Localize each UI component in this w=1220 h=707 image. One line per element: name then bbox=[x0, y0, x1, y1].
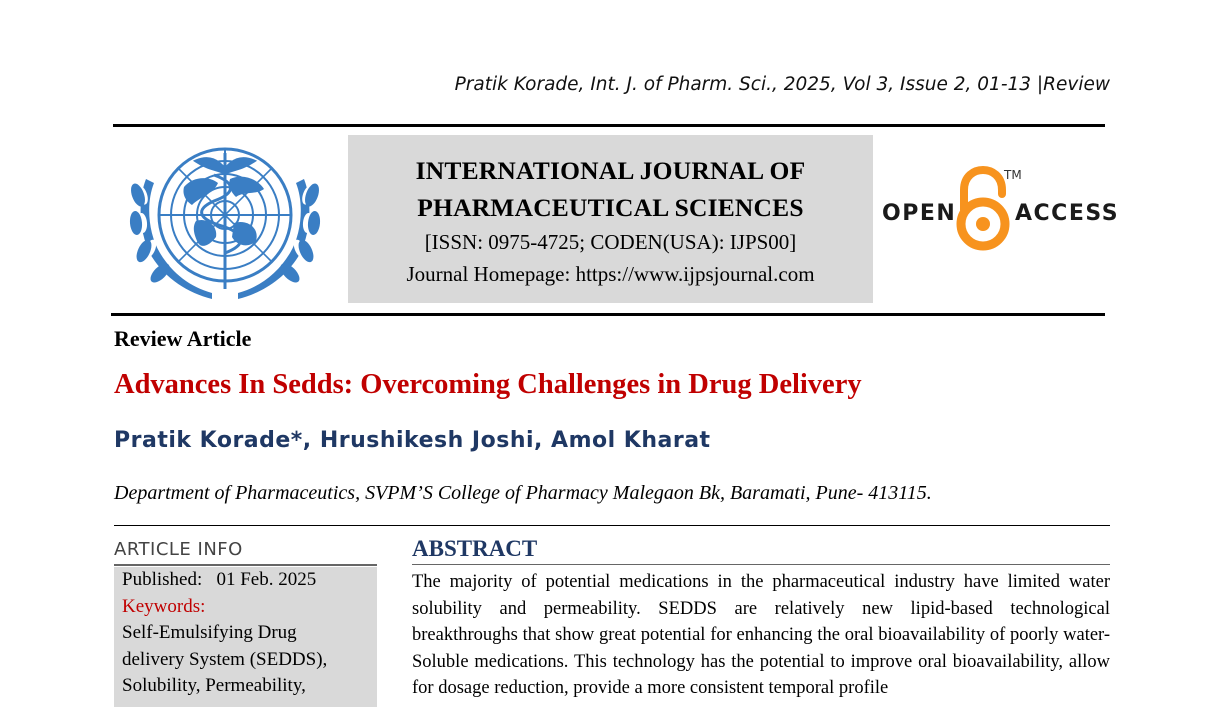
abstract-divider bbox=[412, 564, 1110, 565]
article-info-heading: ARTICLE INFO bbox=[114, 539, 243, 560]
article-info-box bbox=[114, 567, 377, 707]
journal-title bbox=[348, 152, 873, 226]
header-bottom-rule bbox=[111, 313, 1105, 316]
keywords-label: Keywords: bbox=[122, 595, 206, 617]
keywords-line: delivery System (SEDDS), bbox=[122, 648, 328, 670]
journal-homepage-link[interactable]: Journal Homepage: https://www.ijpsjournal.com bbox=[406, 262, 815, 286]
abstract-text: The majority of potential medications in the pharmaceutical industry have limited water solubility and permeability. SEDDS are relatively new lipid-based technological breakthroughs that show great potential for enhancing the oral bioavailability of poorly water-Soluble medications. This technology has the potential to improve oral bioavailability, allow for dosage reduction, provide a more consistent temporal profile bbox=[412, 572, 1110, 698]
un-emblem-logo bbox=[126, 139, 324, 307]
keywords-line: Solubility, Permeability, bbox=[122, 675, 306, 696]
journal-masthead bbox=[348, 135, 873, 303]
article-title: Advances In Sedds: Overcoming Challenges in Drug Delivery bbox=[114, 369, 862, 400]
keywords-line: Self-Emulsifying Drug bbox=[122, 622, 297, 643]
issn-line: [ISSN: 0975-4725; CODEN(USA): IJPS00] bbox=[424, 230, 797, 254]
article-info-divider bbox=[114, 564, 377, 566]
author-list: Pratik Korade*, Hrushikesh Joshi, Amol Kharat bbox=[114, 428, 711, 453]
header-top-rule bbox=[113, 124, 1105, 127]
affiliation-divider bbox=[114, 525, 1110, 526]
author-affiliation: Department of Pharmaceutics, SVPM’S College of Pharmacy Malegaon Bk, Baramati, Pune- 413115. bbox=[114, 482, 932, 504]
trademark-mark: TM bbox=[1004, 168, 1022, 182]
published-date: 01 Feb. 2025 bbox=[216, 569, 317, 590]
published-row bbox=[122, 567, 369, 594]
published-label: Published: bbox=[122, 569, 203, 590]
abstract-heading: ABSTRACT bbox=[412, 536, 538, 561]
open-access-word-access: ACCESS bbox=[1015, 201, 1120, 226]
journal-title-line-1: INTERNATIONAL JOURNAL OF bbox=[415, 156, 806, 185]
journal-title-line-2: PHARMACEUTICAL SCIENCES bbox=[417, 193, 804, 222]
article-type-label: Review Article bbox=[114, 326, 252, 351]
open-access-badge bbox=[880, 166, 1120, 256]
running-head: Pratik Korade, Int. J. of Pharm. Sci., 2025, Vol 3, Issue 2, 01-13 |Review bbox=[454, 74, 1110, 95]
open-access-word-open: OPEN bbox=[882, 201, 957, 226]
